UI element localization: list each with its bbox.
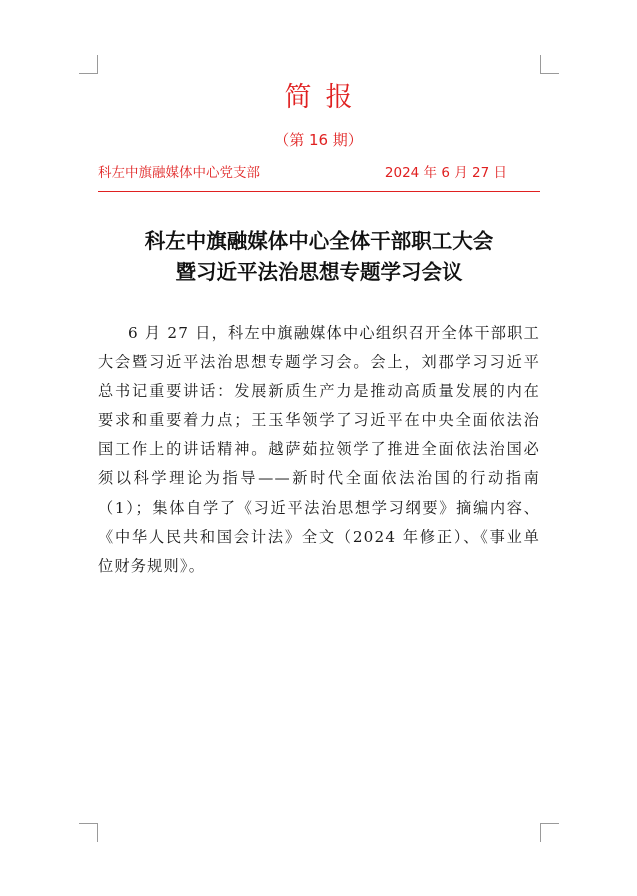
crop-mark-top-left [79, 55, 98, 74]
article-body: 6 月 27 日，科左中旗融媒体中心组织召开全体干部职工大会暨习近平法治思想专题学习会。会上，刘郡学习习近平总书记重要讲话：发展新质生产力是推动高质量发展的内在要求和重要着力点；王玉华领学了习近平在中央全面依法治国工作上的讲话精神。越萨茹拉领学了推进全面依法治国必须以科学理论为指导——新时代全面依法治国的行动指南（1）；集体自学了《习近平法治思想学习纲要》摘编内容、《中华人民共和国会计法》全文（2024 年修正）、《事业单位财务规则》。 [98, 324, 540, 575]
crop-mark-top-right [540, 55, 559, 74]
headline-line-2: 暨习近平法治思想专题学习会议 [175, 260, 463, 284]
article-headline [98, 226, 540, 288]
issue-number: （第 16 期） [274, 131, 363, 149]
header-divider [98, 191, 540, 192]
crop-mark-bottom-left [79, 823, 98, 842]
bulletin-title: 简报 [284, 82, 367, 113]
issue-date: 2024 年 6 月 27 日 [384, 165, 507, 181]
crop-mark-bottom-right [540, 823, 559, 842]
headline-line-1: 科左中旗融媒体中心全体干部职工大会 [144, 229, 494, 253]
issuing-organization: 科左中旗融媒体中心党支部 [98, 165, 260, 181]
